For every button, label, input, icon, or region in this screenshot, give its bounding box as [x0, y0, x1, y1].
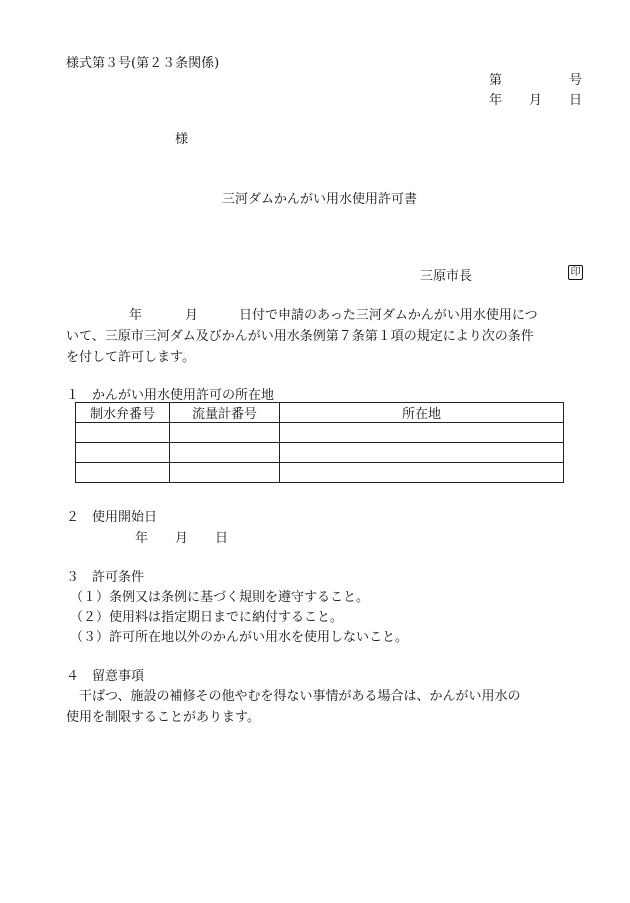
table-cell	[76, 443, 170, 463]
start-date-year: 年	[135, 531, 149, 546]
table-cell	[76, 463, 170, 483]
table-row	[76, 423, 564, 443]
addressee-suffix: 様	[175, 132, 189, 147]
body-text-line1: 日付で申請のあった三河ダムかんがい用水使用につ	[239, 308, 538, 323]
table-cell	[280, 463, 564, 483]
body-month: 月	[185, 308, 199, 323]
body-text-line2: いて、三原市三河ダム及びかんがい用水条例第７条第１項の規定により次の条件	[66, 329, 534, 344]
issuer-name: 三原市長	[420, 269, 473, 284]
table-cell	[280, 423, 564, 443]
notice-line1: 干ばつ、施設の補修その他やむを得ない事情がある場合は、かんがい用水の	[66, 689, 521, 704]
date-month: 月	[529, 93, 543, 108]
column-header-valve-number: 制水弁番号	[76, 403, 170, 423]
table-cell	[170, 443, 280, 463]
doc-number-suffix: 号	[569, 73, 583, 88]
column-header-location: 所在地	[280, 403, 564, 423]
doc-number-prefix: 第	[489, 73, 503, 88]
section4-heading: ４ 留意事項	[66, 669, 145, 684]
section1-heading: １ かんがい用水使用許可の所在地	[66, 388, 275, 403]
date-year: 年	[489, 93, 503, 108]
table-cell	[76, 423, 170, 443]
condition-item-2: （２）使用料は指定期日までに納付すること。	[70, 610, 344, 625]
section3-heading: ３ 許可条件	[66, 570, 145, 585]
body-text-line3: を付して許可します。	[66, 350, 195, 365]
document-title: 三河ダムかんがい用水使用許可書	[222, 192, 418, 207]
column-header-meter-number: 流量計番号	[170, 403, 280, 423]
location-table	[75, 402, 564, 483]
table-header-row	[76, 403, 564, 423]
condition-item-3: （３）許可所在地以外のかんがい用水を使用しないこと。	[70, 630, 409, 645]
table-row	[76, 463, 564, 483]
condition-item-1: （１）条例又は条例に基づく規則を遵守すること。	[70, 590, 370, 605]
section2-heading: ２ 使用開始日	[66, 510, 158, 525]
table-row	[76, 443, 564, 463]
form-number: 様式第３号(第２３条関係)	[66, 56, 220, 71]
notice-line2: 使用を制限することがあります。	[66, 710, 260, 725]
issuer-seal: 印	[568, 265, 583, 280]
table-cell	[170, 423, 280, 443]
table-cell	[170, 463, 280, 483]
start-date-month: 月	[175, 531, 189, 546]
body-year: 年	[129, 308, 143, 323]
date-day: 日	[569, 93, 583, 108]
table-cell	[280, 443, 564, 463]
start-date-day: 日	[215, 531, 229, 546]
